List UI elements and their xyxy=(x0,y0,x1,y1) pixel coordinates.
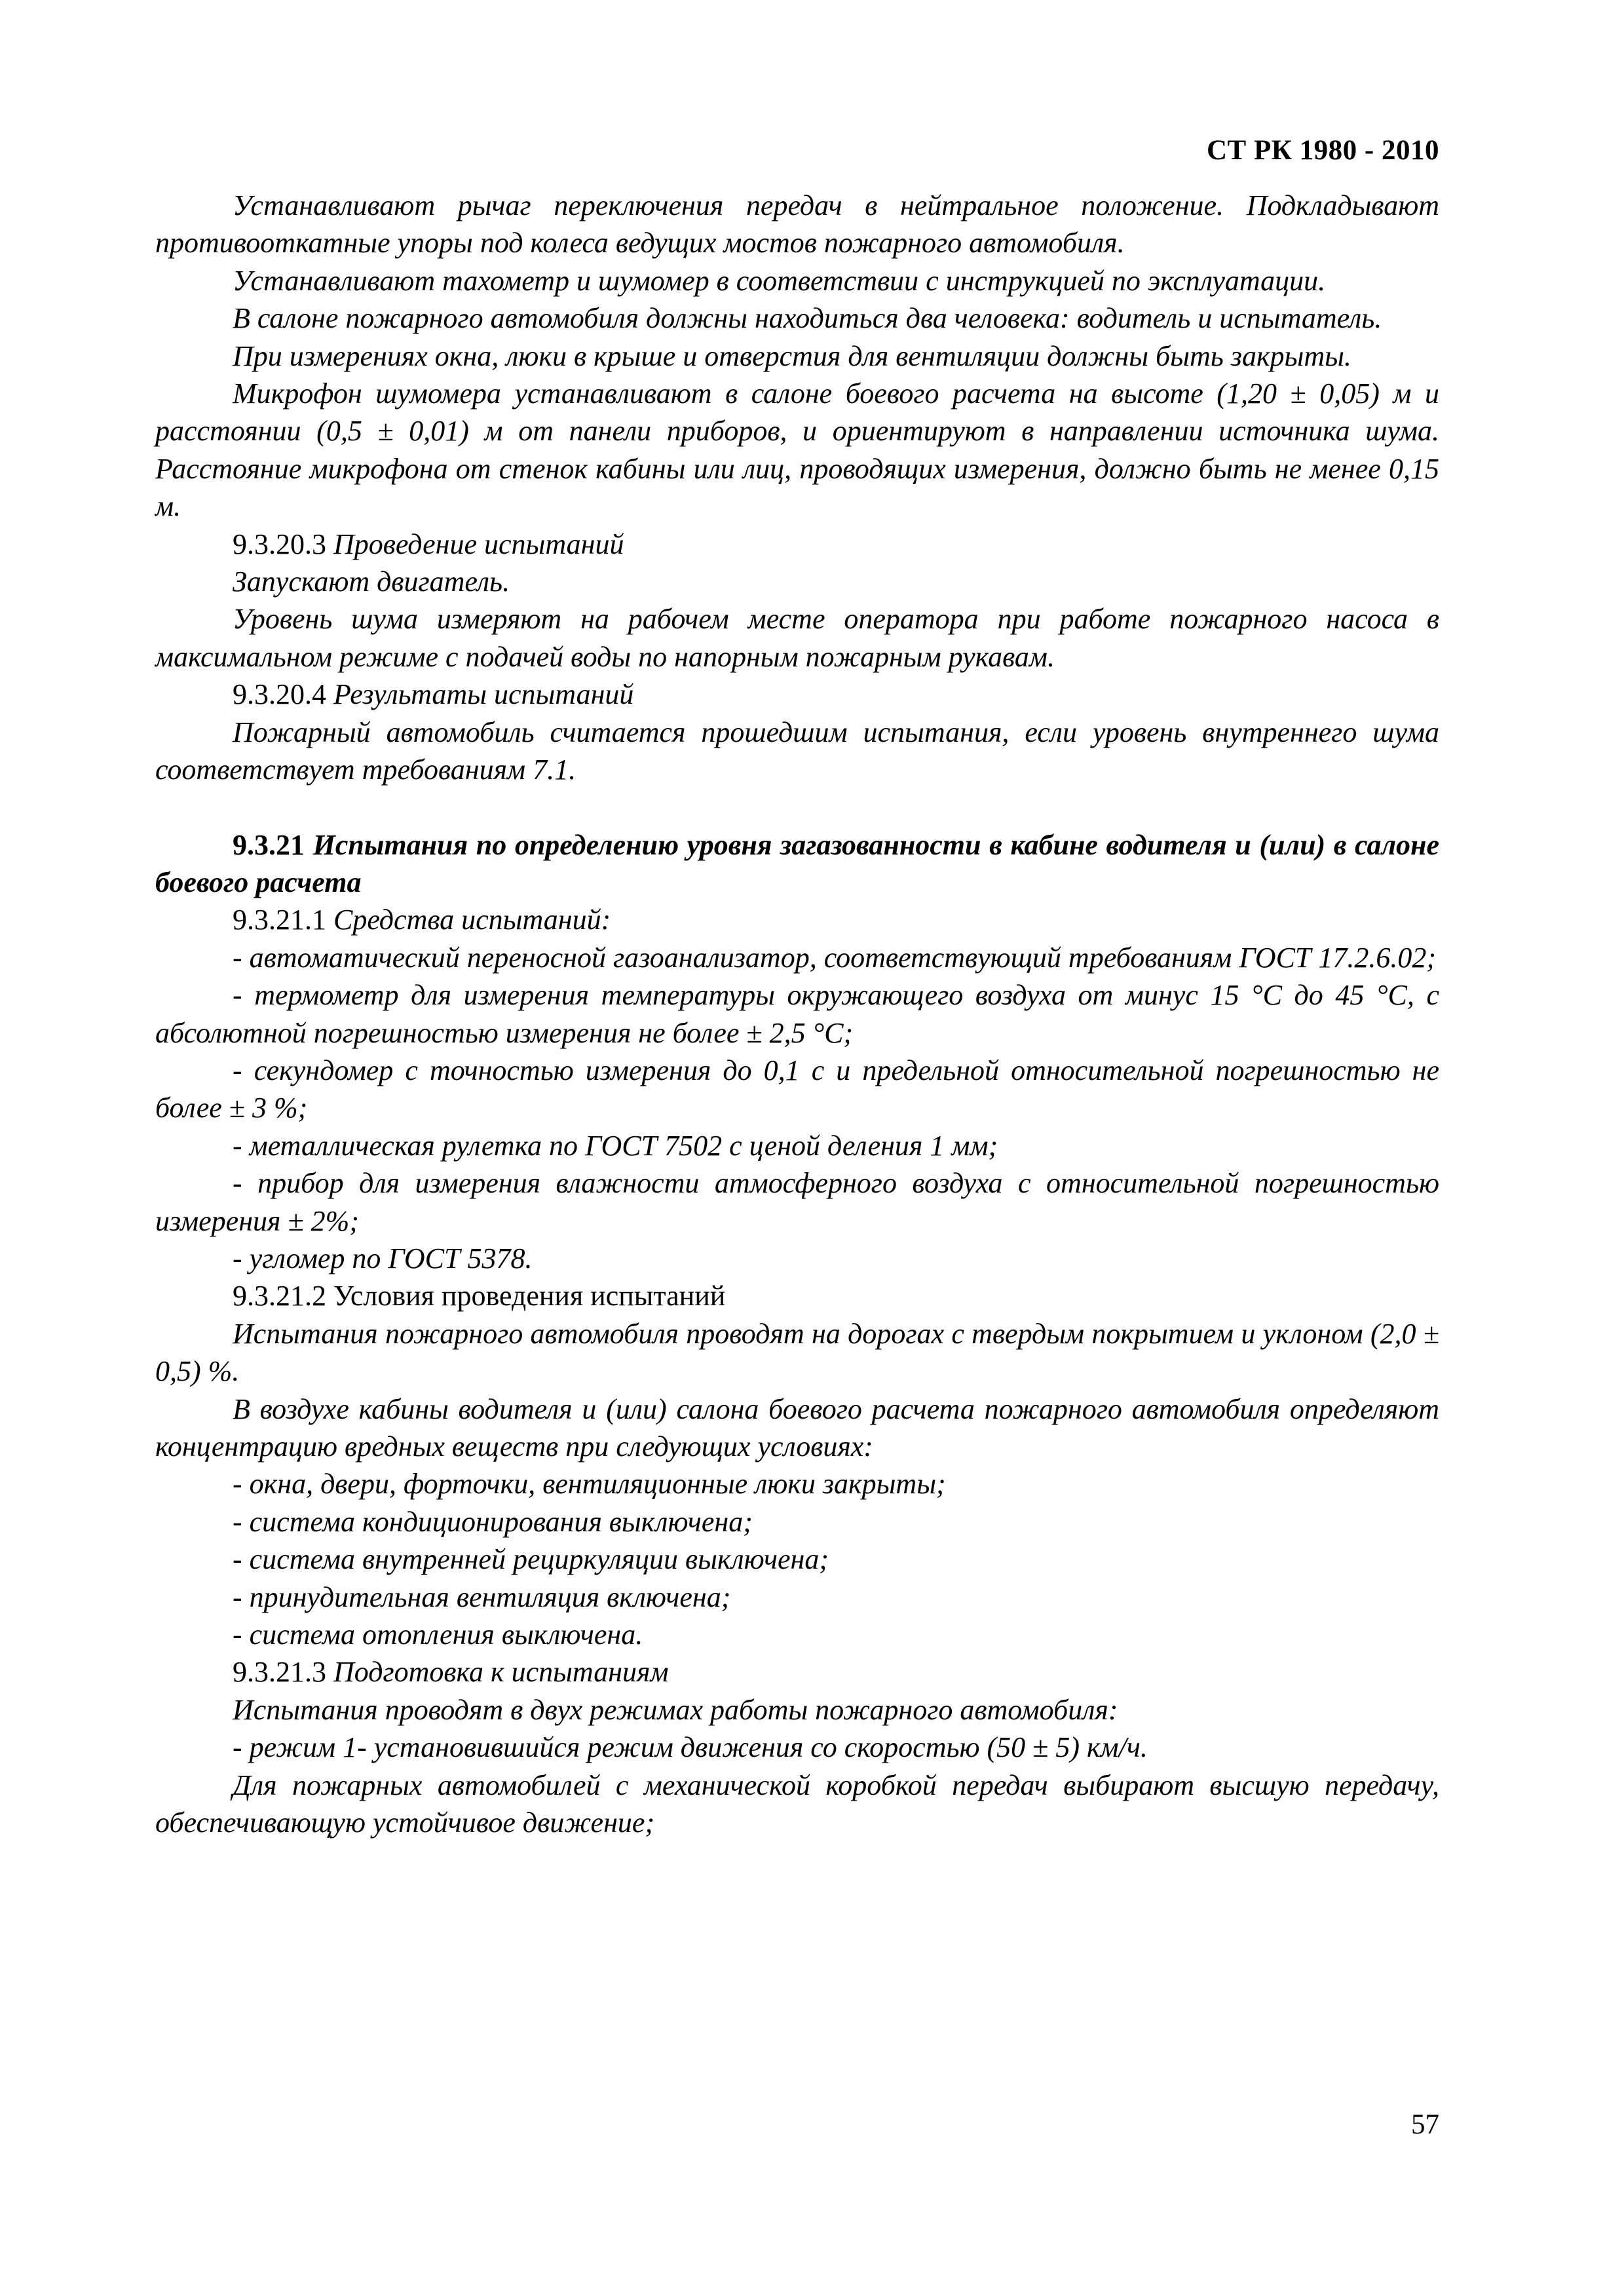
paragraph: Испытания пожарного автомобиля проводят на дорогах с твердым покрытием и уклоном (2,0 ± 0,5) %. xyxy=(155,1317,1439,1388)
subsection-title: Средства испытаний: xyxy=(333,904,611,936)
paragraph: В воздухе кабины водителя и (или) салона боевого расчета пожарного автомобиля определяют концентрацию вредных веществ при следующих условиях: xyxy=(155,1392,1439,1463)
paragraph: Микрофон шумомера устанавливают в салоне боевого расчета на высоте (1,20 ± 0,05) м и расстоянии (0,5 ± 0,01) м от панели приборов, и ориентируют в направлении источника шума. Расстояние микрофона от стенок кабины или лиц, проводящих измерения, должно быть не менее 0,15 м. xyxy=(155,377,1439,523)
subsection-title: Проведение испытаний xyxy=(333,527,624,560)
subsection-number: 9.3.20.4 xyxy=(233,678,326,711)
list-item: - режим 1- установившийся режим движения со скоростью (50 ± 5) км/ч. xyxy=(233,1731,1148,1764)
list-item: - система отопления выключена. xyxy=(233,1618,643,1651)
paragraph: Уровень шума измеряют на рабочем месте оператора при работе пожарного насоса в максимальном режиме с подачей воды по напорным пожарным рукавам. xyxy=(155,603,1439,673)
subsection-title: Результаты испытаний xyxy=(333,678,634,711)
paragraph: Для пожарных автомобилей с механической коробкой передач выбирают высшую передачу, обеспечивающую устойчивое движение; xyxy=(155,1769,1439,1839)
list-item: - термометр для измерения температуры окружающего воздуха от минус 15 °С до 45 °С, с абсолютной погрешностью измерения не более ± 2,5 °С; xyxy=(155,979,1439,1049)
document-body xyxy=(155,187,1439,1841)
subsection-number: 9.3.20.3 xyxy=(233,527,326,560)
subsection-number: 9.3.21.3 xyxy=(233,1656,326,1689)
document-header: СТ РК 1980 - 2010 xyxy=(1207,135,1439,166)
section-number: 9.3.21 xyxy=(233,828,305,861)
list-item: - окна, двери, форточки, вентиляционные люки закрыты; xyxy=(233,1468,946,1501)
subsection-number: 9.3.21.1 xyxy=(233,904,326,936)
list-item: - угломер по ГОСТ 5378. xyxy=(233,1242,533,1274)
list-item: - система внутренней рециркуляции выключена; xyxy=(233,1543,829,1576)
paragraph: Испытания проводят в двух режимах работы пожарного автомобиля: xyxy=(233,1693,1118,1726)
list-item: - автоматический переносной газоанализатор, соответствующий требованиям ГОСТ 17.2.6.02; xyxy=(233,941,1437,974)
subsection-9-3-20-4 xyxy=(155,676,1439,713)
section-heading-9-3-21 xyxy=(155,826,1439,902)
paragraph: Запускают двигатель. xyxy=(233,565,510,598)
paragraph: В салоне пожарного автомобиля должны находиться два человека: водитель и испытатель. xyxy=(233,302,1382,335)
subsection-9-3-20-3 xyxy=(155,526,1439,563)
list-item: - прибор для измерения влажности атмосферного воздуха с относительной погрешностью измерения ± 2%; xyxy=(155,1167,1439,1237)
page-number: 57 xyxy=(1411,2109,1439,2140)
list-item: - секундомер с точностью измерения до 0,1 с и предельной относительной погрешностью не более ± 3 %; xyxy=(155,1054,1439,1124)
paragraph: При измерениях окна, люки в крыше и отверстия для вентиляции должны быть закрыты. xyxy=(233,339,1351,372)
subsection-9-3-21-2: 9.3.21.2 Условия проведения испытаний xyxy=(233,1280,726,1312)
subsection-9-3-21-1 xyxy=(155,901,1439,938)
paragraph: Устанавливают рычаг переключения передач в нейтральное положение. Подкладывают противооткатные упоры под колеса ведущих мостов пожарного автомобиля. xyxy=(155,189,1439,259)
paragraph: Пожарный автомобиль считается прошедшим испытания, если уровень внутреннего шума соответствует требованиям 7.1. xyxy=(155,716,1439,786)
paragraph: Устанавливают тахометр и шумомер в соответствии с инструкцией по эксплуатации. xyxy=(233,264,1326,297)
list-item: - металлическая рулетка по ГОСТ 7502 с ценой деления 1 мм; xyxy=(233,1129,998,1162)
subsection-9-3-21-3 xyxy=(155,1653,1439,1691)
subsection-title: Подготовка к испытаниям xyxy=(333,1656,669,1689)
list-item: - принудительная вентиляция включена; xyxy=(233,1580,731,1613)
list-item: - система кондиционирования выключена; xyxy=(233,1505,753,1538)
spacer xyxy=(155,789,1439,826)
section-title: Испытания по определению уровня загазованности в кабине водителя и (или) в салоне боевого расчета xyxy=(155,828,1439,898)
